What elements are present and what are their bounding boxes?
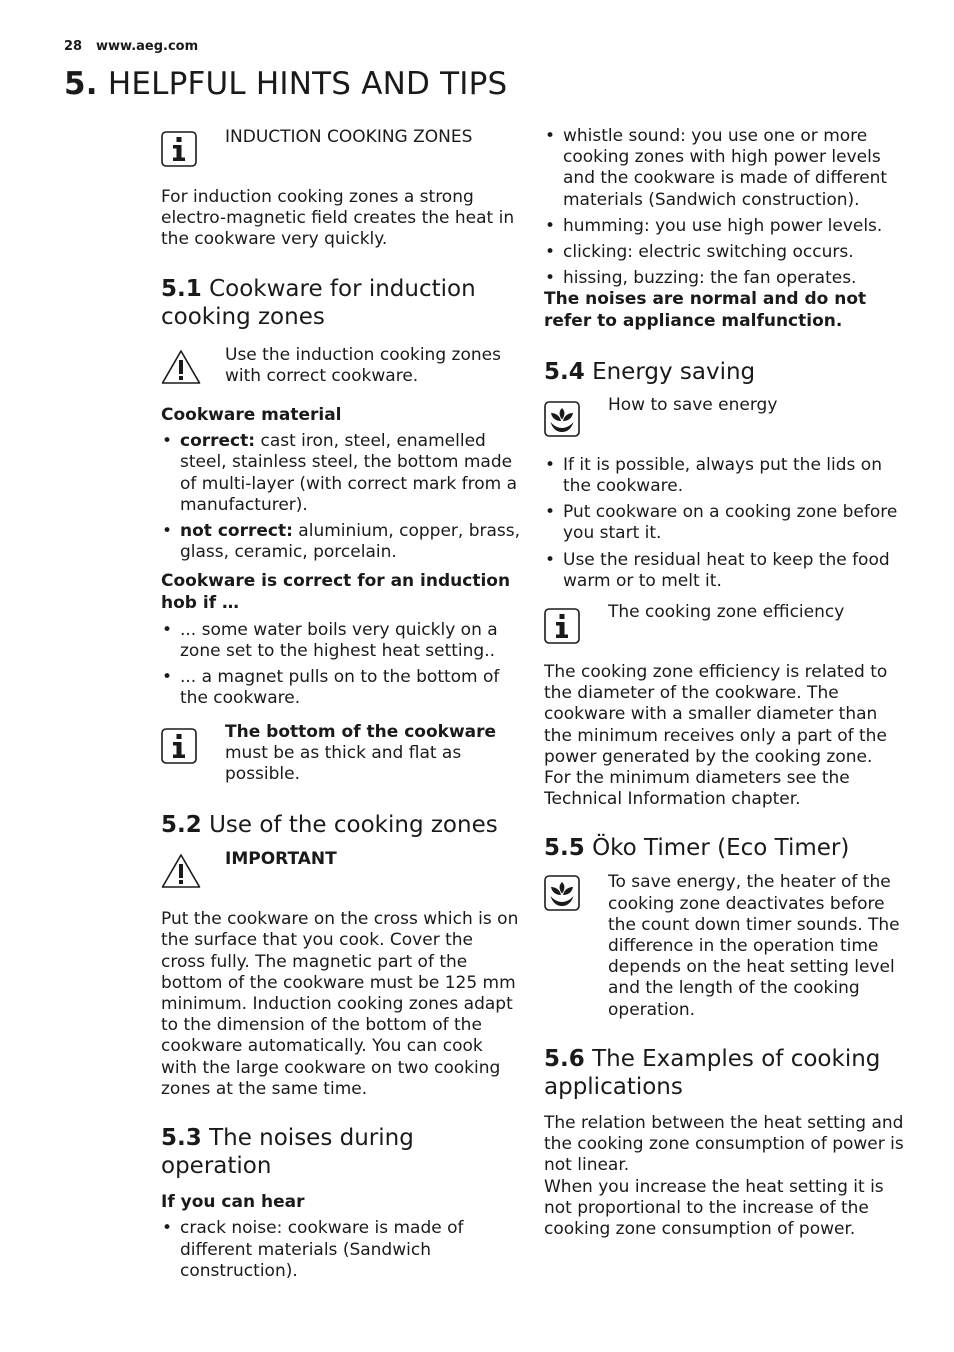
cookware-material-list <box>161 431 521 563</box>
correct-label: correct: <box>180 431 256 452</box>
efficiency-paragraph: The cooking zone efficiency is related to the diameter of the cookware. The cookware with a smaller diameter than the minimum receives only a part of the power generated by the cooking zone. For the minimum diameters see the Technical Information chapter. <box>544 662 888 810</box>
section-number: 5.1 <box>161 275 202 302</box>
section-title: The noises during operation <box>161 1125 414 1180</box>
section-title: The Examples of cooking applications <box>544 1045 881 1100</box>
website-url[interactable]: www.aeg.com <box>96 39 199 54</box>
right-column <box>544 125 904 1240</box>
eco-note-energy <box>544 395 904 437</box>
list-item: • whistle sound: you use one or more cooking zones with high power levels and the cookware is made of different materials (Sandwich construction). <box>544 126 904 211</box>
cookware-material-heading: Cookware material <box>161 405 342 426</box>
cross-paragraph: Put the cookware on the cross which is on the surface that you cook. Cover the cross fully. The magnetic part of the bottom of the cookware must be 125 mm minimum. Induction cooking zones adapt to the dimension of the bottom of the cookware automatically. You can cook with the large cookware on two cooking zones at the same time. <box>161 909 519 1099</box>
if-you-can-hear-heading: If you can hear <box>161 1192 305 1213</box>
section-5-2-heading <box>161 811 521 839</box>
noises-normal-text: The noises are normal and do not refer to appliance malfunction. <box>544 289 867 331</box>
note-text: The cooking zone efficiency <box>608 602 845 623</box>
section-5-4-heading <box>544 358 904 386</box>
chapter-title-text: HELPFUL HINTS AND TIPS <box>107 66 508 102</box>
left-column <box>161 125 521 1282</box>
correct-if-heading: Cookware is correct for an induction hob if … <box>161 571 511 613</box>
note-text <box>225 722 521 786</box>
list-item: • ... a magnet pulls on to the bottom of the cookware. <box>161 667 521 709</box>
list-item: • crack noise: cookware is made of different materials (Sandwich construction). <box>161 1218 521 1282</box>
intro-paragraph: For induction cooking zones a strong electro-magnetic field creates the heat in the cookware very quickly. <box>161 187 515 250</box>
list-item: • hissing, buzzing: the fan operates. <box>544 268 904 289</box>
info-note-bottom <box>161 722 521 786</box>
noises-list-right <box>544 126 904 289</box>
relation-paragraph-2: When you increase the heat setting it is not proportional to the increase of the cooking zone consumption of power. <box>544 1176 884 1239</box>
warning-note-cookware <box>161 345 521 387</box>
energy-saving-list <box>544 455 904 592</box>
section-title: Cookware for induction cooking zones <box>161 275 476 330</box>
relation-paragraph-1: The relation between the heat setting and the cooking zone consumption of power is not linear. <box>544 1112 904 1176</box>
list-item: • If it is possible, always put the lids on the cookware. <box>544 455 904 497</box>
section-5-5-heading <box>544 834 904 862</box>
section-title: Energy saving <box>592 358 756 385</box>
section-5-3-heading <box>161 1124 521 1180</box>
section-number: 5.6 <box>544 1045 585 1072</box>
list-item <box>161 431 521 516</box>
chapter-title <box>64 66 507 102</box>
section-title: Öko Timer (Eco Timer) <box>592 835 850 862</box>
info-note-efficiency <box>544 602 904 644</box>
eco-leaf-icon <box>544 401 580 437</box>
correct-if-list <box>161 620 521 710</box>
note-text: To save energy, the heater of the cooking zone deactivates before the count down timer sounds. The difference in the operation time depends on the heat setting level and the length of the cooking operation. <box>608 872 900 1020</box>
note-bold-text: The bottom of the cookware <box>225 721 497 742</box>
page-number: 28 <box>64 39 83 54</box>
info-note-induction <box>161 127 521 169</box>
list-item: • Put cookware on a cooking zone before you start it. <box>544 502 904 544</box>
note-text: INDUCTION COOKING ZONES <box>225 127 473 147</box>
note-text: IMPORTANT <box>225 849 337 870</box>
eco-note-timer <box>544 872 904 1020</box>
info-icon <box>161 131 197 167</box>
chapter-number: 5. <box>64 66 98 102</box>
warning-note-important <box>161 849 521 891</box>
section-number: 5.5 <box>544 835 585 862</box>
note-text: Use the induction cooking zones with correct cookware. <box>225 344 501 386</box>
list-item: • humming: you use high power levels. <box>544 216 904 237</box>
warning-icon <box>161 349 201 385</box>
warning-icon <box>161 853 201 889</box>
noises-list-left <box>161 1218 521 1282</box>
correct-text: cast iron, steel, enamelled steel, stainless steel, the bottom made of multi-layer (with correct mark from a manufacturer). <box>180 431 518 515</box>
section-5-6-heading <box>544 1045 904 1101</box>
section-title: Use of the cooking zones <box>209 812 498 839</box>
list-item <box>161 521 521 563</box>
info-icon <box>544 608 580 644</box>
section-number: 5.2 <box>161 812 202 839</box>
not-correct-label: not correct: <box>180 521 293 542</box>
list-item: • ... some water boils very quickly on a zone set to the highest heat setting.. <box>161 620 521 662</box>
eco-leaf-icon <box>544 875 580 911</box>
note-text: How to save energy <box>608 394 778 415</box>
section-number: 5.3 <box>161 1125 202 1152</box>
section-number: 5.4 <box>544 358 585 385</box>
info-icon <box>161 728 197 764</box>
section-5-1-heading <box>161 275 521 331</box>
not-correct-text: aluminium, copper, brass, glass, ceramic, porcelain. <box>180 521 521 563</box>
list-item: • Use the residual heat to keep the food warm or to melt it. <box>544 550 904 592</box>
list-item: • clicking: electric switching occurs. <box>544 242 904 263</box>
note-body-text: must be as thick and flat as possible. <box>225 742 462 785</box>
